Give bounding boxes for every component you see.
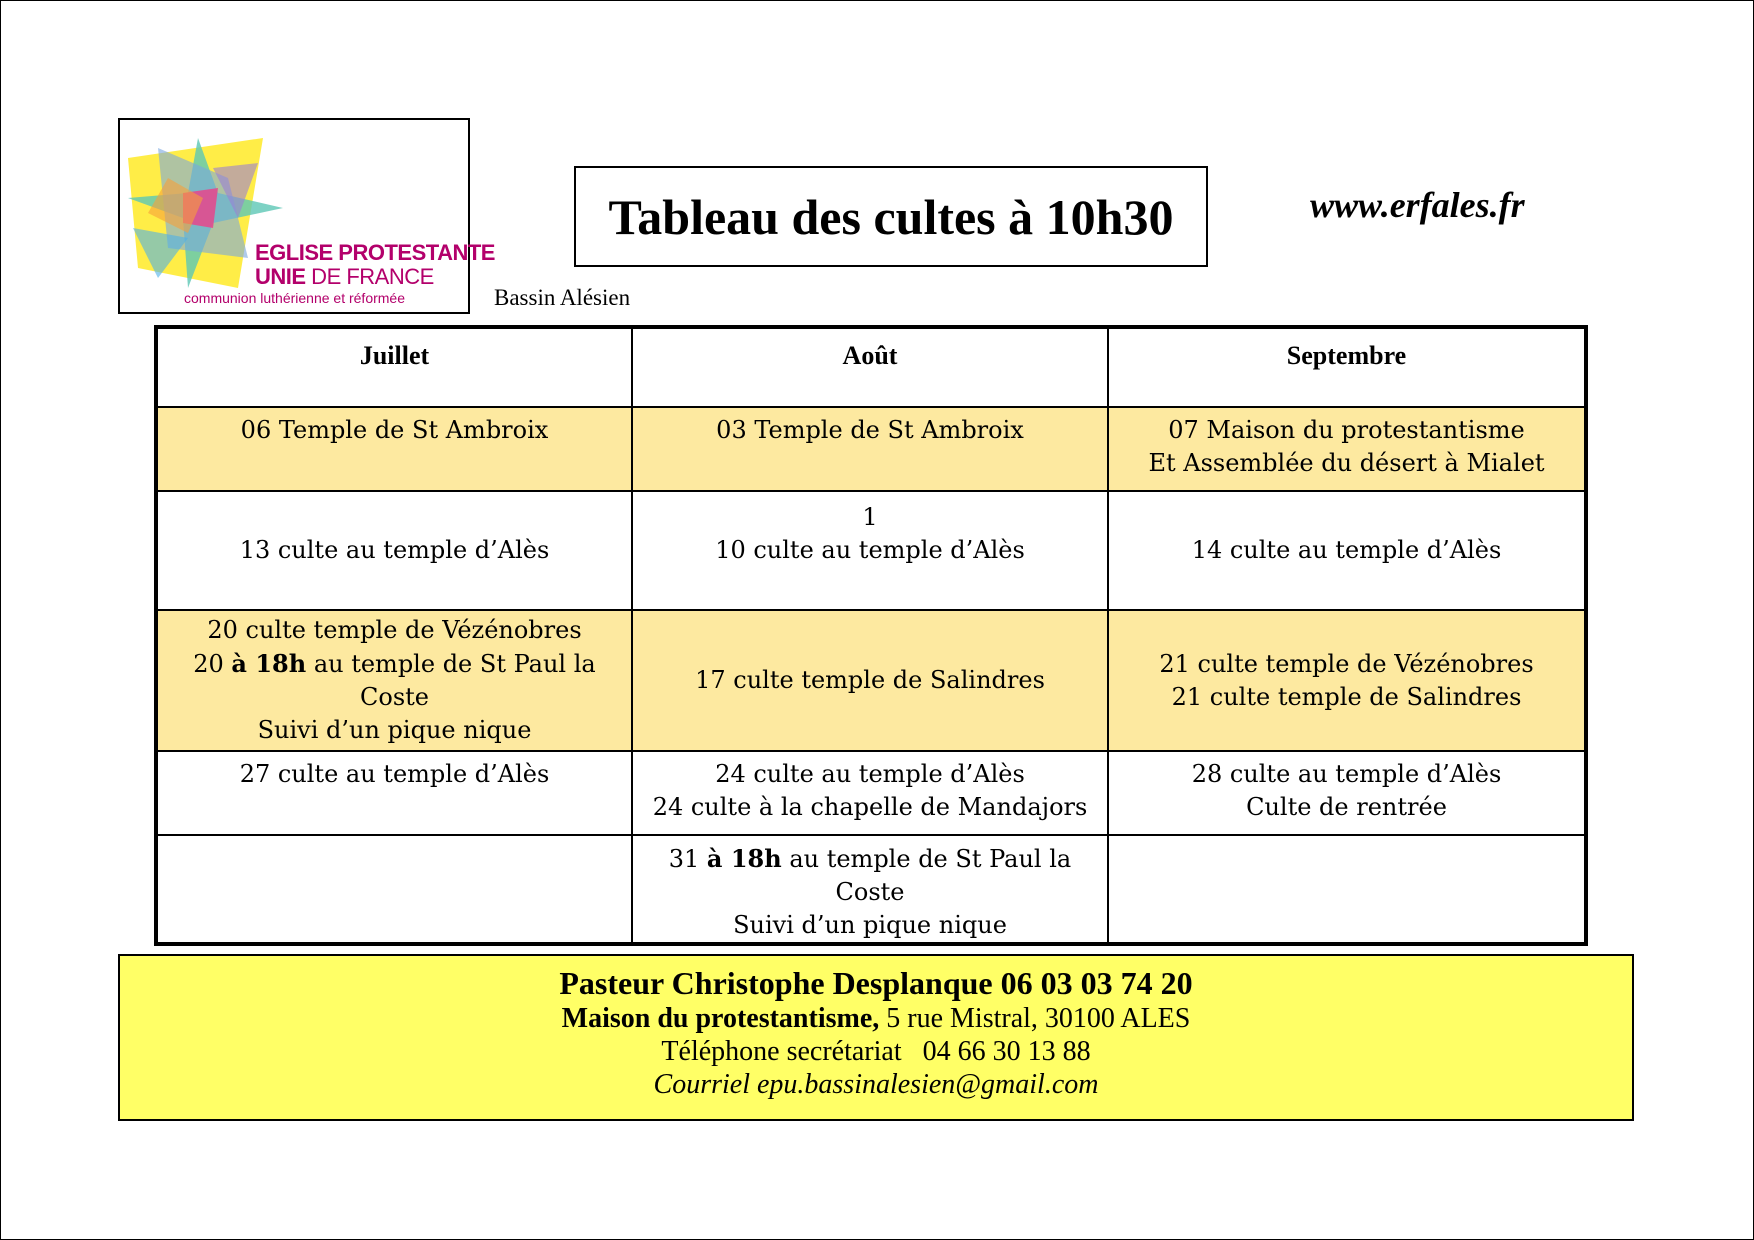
table-cell <box>156 751 632 835</box>
table-cell <box>632 407 1108 491</box>
cell-line: 14 culte au temple d’Alès <box>1191 536 1502 564</box>
logo-unie: UNIE <box>255 264 306 289</box>
email-line[interactable]: Courriel epu.bassinalesien@gmail.com <box>653 1069 1099 1100</box>
table-cell <box>1108 407 1586 491</box>
website-link[interactable]: www.erfales.fr <box>1310 185 1525 225</box>
table-cell <box>632 491 1108 610</box>
table-cell <box>632 610 1108 751</box>
table-row <box>156 407 1586 491</box>
cell-line: 06 Temple de St Ambroix <box>240 416 549 444</box>
cell-line <box>162 647 627 714</box>
table-header-row <box>156 327 1586 407</box>
cell-line: 1 <box>862 503 878 531</box>
cell-line: 07 Maison du protestantisme <box>1168 416 1525 444</box>
cell-line: 20 culte temple de Vézénobres <box>207 616 582 644</box>
table-cell <box>632 835 1108 944</box>
cell-text: au temple de St Paul la Coste <box>781 845 1072 906</box>
cell-line <box>637 842 1103 909</box>
church-logo <box>118 118 495 314</box>
cell-line: 24 culte au temple d’Alès <box>715 760 1025 788</box>
contact-footer <box>118 954 1634 1121</box>
cell-text: 31 <box>668 845 707 873</box>
table-row <box>156 835 1586 944</box>
cell-line: 21 culte temple de Salindres <box>1171 682 1522 711</box>
table-cell <box>1108 491 1586 610</box>
table-cell <box>1108 610 1586 751</box>
table-cell-empty <box>1108 835 1586 944</box>
header-aout: Août <box>632 327 1108 407</box>
logo-tagline: communion luthérienne et réformée <box>184 290 406 306</box>
cell-line: 17 culte temple de Salindres <box>695 666 1045 694</box>
page-title: Tableau des cultes à 10h30 <box>608 188 1174 245</box>
table-cell <box>156 407 632 491</box>
address-line <box>120 1002 1632 1035</box>
table-cell <box>632 751 1108 835</box>
table-row <box>156 491 1586 610</box>
logo-de-france: DE FRANCE <box>305 264 434 289</box>
table-cell-empty <box>156 835 632 944</box>
header-septembre: Septembre <box>1108 327 1586 407</box>
schedule-table <box>154 325 1588 946</box>
cell-line: 21 culte temple de Vézénobres <box>1159 649 1534 678</box>
phone-line: Téléphone secrétariat 04 66 30 13 88 <box>661 1036 1091 1067</box>
table-cell <box>1108 751 1586 835</box>
cell-text-bold: à 18h <box>231 649 307 678</box>
cell-line: 28 culte au temple d’Alès <box>1191 760 1502 788</box>
cell-line: 10 culte au temple d’Alès <box>715 536 1025 564</box>
table-cell <box>156 491 632 610</box>
table-cell <box>156 610 632 751</box>
cell-line: 27 culte au temple d’Alès <box>239 760 550 788</box>
address-street: 5 rue Mistral, 30100 ALES <box>879 1003 1191 1034</box>
logo-name-line1: EGLISE PROTESTANTE <box>255 240 495 265</box>
cell-text: 20 <box>193 650 232 678</box>
table-row <box>156 610 1586 751</box>
pastor-contact: Pasteur Christophe Desplanque 06 03 03 74 20 <box>559 965 1193 1001</box>
cell-line: 03 Temple de St Ambroix <box>716 416 1024 444</box>
cell-line: 13 culte au temple d’Alès <box>239 536 550 564</box>
title-box <box>574 166 1208 267</box>
address-name: Maison du protestantisme, <box>561 1003 880 1034</box>
cell-line: Suivi d’un pique nique <box>733 911 1007 939</box>
cell-text: au temple de St Paul la Coste <box>306 650 596 711</box>
header-juillet: Juillet <box>156 327 632 407</box>
region-subtitle: Bassin Alésien <box>494 285 631 310</box>
logo-name-line2 <box>255 264 434 290</box>
table-row <box>156 751 1586 835</box>
cell-line: Et Assemblée du désert à Mialet <box>1148 449 1545 477</box>
cell-text-bold: à 18h <box>706 844 782 873</box>
cell-line: 24 culte à la chapelle de Mandajors <box>652 793 1088 821</box>
cell-line: Culte de rentrée <box>1246 793 1447 821</box>
cell-line: Suivi d’un pique nique <box>257 716 532 744</box>
